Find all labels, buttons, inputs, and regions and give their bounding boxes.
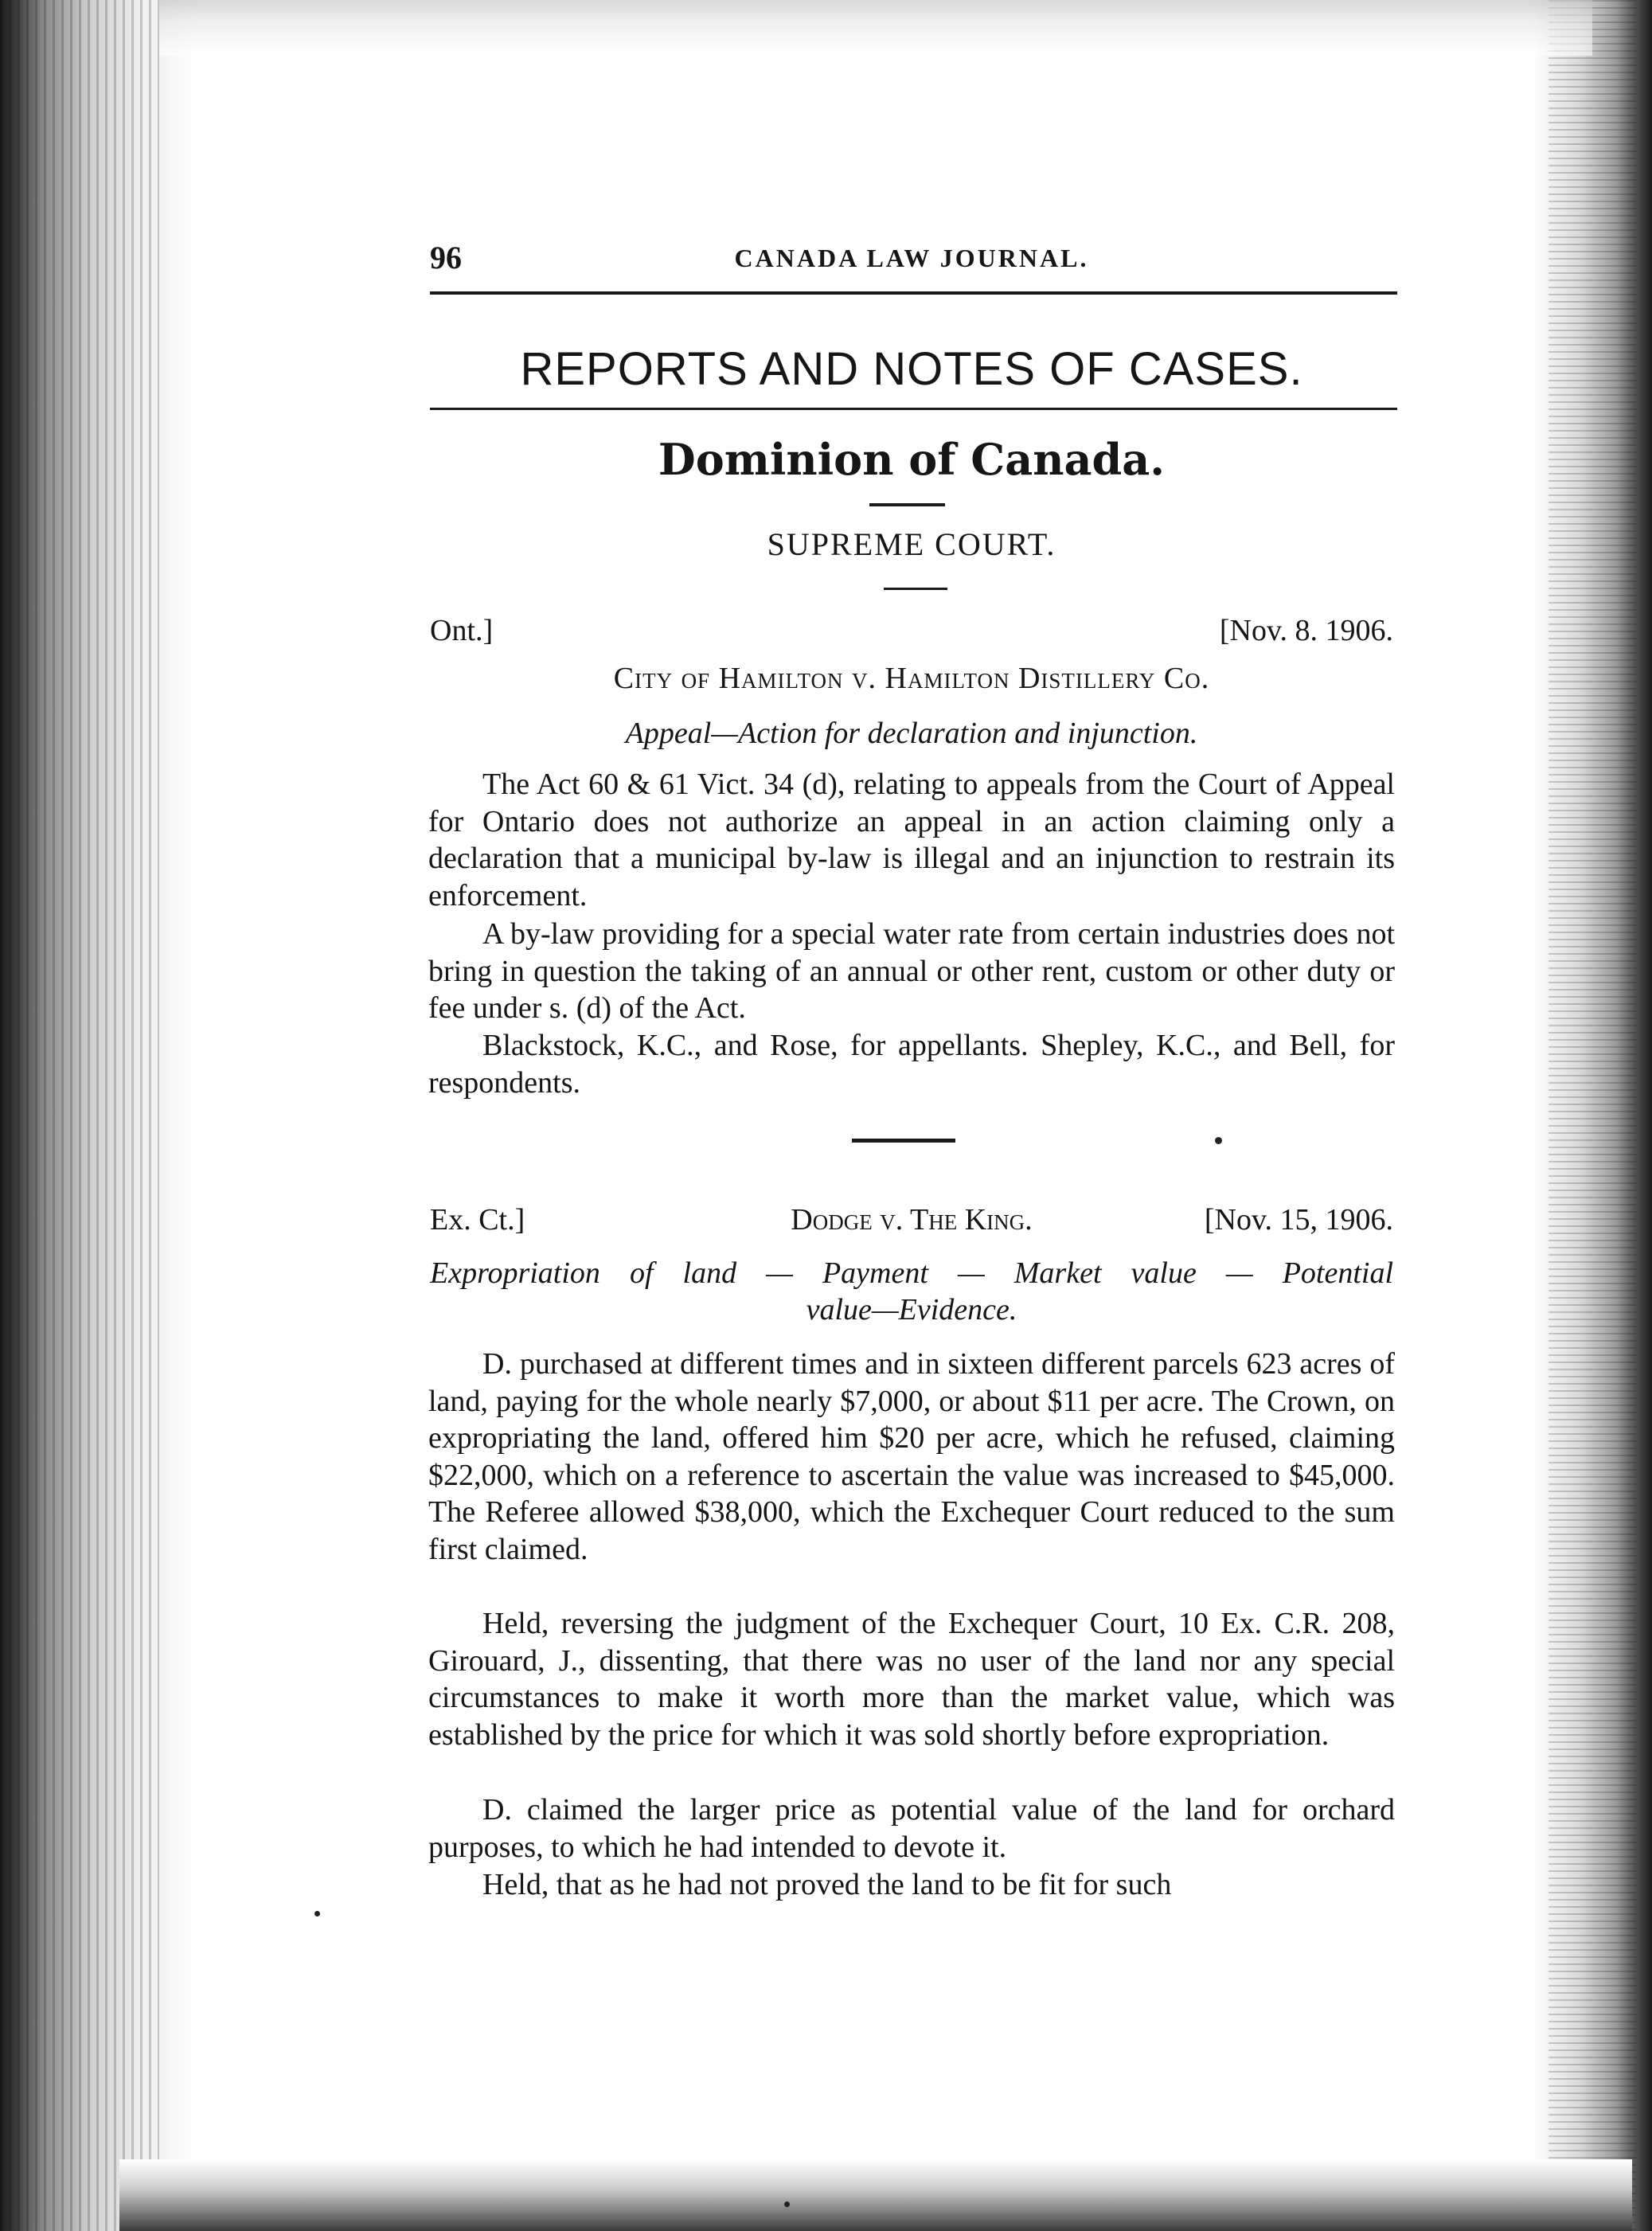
case1-subject: Appeal—Action for declaration and injunction. <box>625 717 1198 750</box>
case2-court: Ex. Ct.] <box>430 1203 525 1237</box>
region-title: Dominion of Canada. <box>658 434 1166 485</box>
case1-paragraph: The Act 60 & 61 Vict. 34 (d), relating to appeals from the Court of Appeal for Ontario does not authorize an appeal in an action claiming only a declaration that a municipal by-law is illegal and an injunction to restrain its enforcement. <box>428 768 1395 912</box>
case2-paragraph: Held, reversing the judgment of the Exchequer Court, 10 Ex. C.R. 208, Girouard, J., dissenting, that there was no user of the land nor any special circumstances to make it worth more than the market value, which was established by the price for which it was sold shortly before expropriation. <box>428 1607 1395 1752</box>
case1-counsel: Blackstock, K.C., and Rose, for appellants. Shepley, K.C., and Bell, for respondents. <box>428 1029 1395 1100</box>
case2-subject-line1: Expropriation of land — Payment — Market value — Potential <box>430 1256 1393 1290</box>
case1-date: [Nov. 8. 1906. <box>1219 614 1393 647</box>
scan-speck <box>784 2202 790 2207</box>
case2-name: Dodge v. The King. <box>791 1203 1033 1237</box>
section-title: REPORTS AND NOTES OF CASES. <box>520 343 1303 395</box>
scan-speck <box>314 1911 320 1916</box>
section-rule <box>430 408 1397 410</box>
ornament-dot <box>1215 1137 1222 1144</box>
case2-paragraph: D. claimed the larger price as potential value of the land for orchard purposes, to which he had intended to devote it. <box>428 1793 1395 1864</box>
case2-header <box>430 1202 1393 1242</box>
page-number: 96 <box>430 240 462 275</box>
court-title: SUPREME COURT. <box>767 526 1056 562</box>
case-separator <box>852 1139 955 1143</box>
case2-subject-line2: value—Evidence. <box>806 1293 1017 1326</box>
header-rule <box>430 291 1397 295</box>
case2-paragraph: Held, that as he had not proved the land to be fit for such <box>482 1868 1172 1901</box>
case1-name: City of Hamilton v. Hamilton Distillery Co. <box>613 662 1210 695</box>
case1-header <box>430 613 1393 653</box>
case1-court: Ont.] <box>430 614 494 647</box>
ornament-rule <box>869 503 945 506</box>
running-head <box>430 239 1393 287</box>
journal-title: CANADA LAW JOURNAL. <box>734 244 1089 272</box>
case2-date: [Nov. 15, 1906. <box>1204 1203 1393 1237</box>
case2-paragraph: D. purchased at different times and in sixteen different parcels 623 acres of land, paying for the whole nearly $7,000, or about $11 per acre. The Crown, on expropriating the land, offered him $20 per acre, which he refused, claiming $22,000, which on a reference to ascertain the value was increased to $45,000. The Referee allowed $38,000, which the Exchequer Court reduced to the sum first claimed. <box>428 1347 1395 1566</box>
case1-paragraph: A by-law providing for a special water rate from certain industries does not bring in question the taking of an annual or other rent, custom or other duty or fee under s. (d) of the Act. <box>428 917 1395 1025</box>
court-rule <box>884 588 947 590</box>
